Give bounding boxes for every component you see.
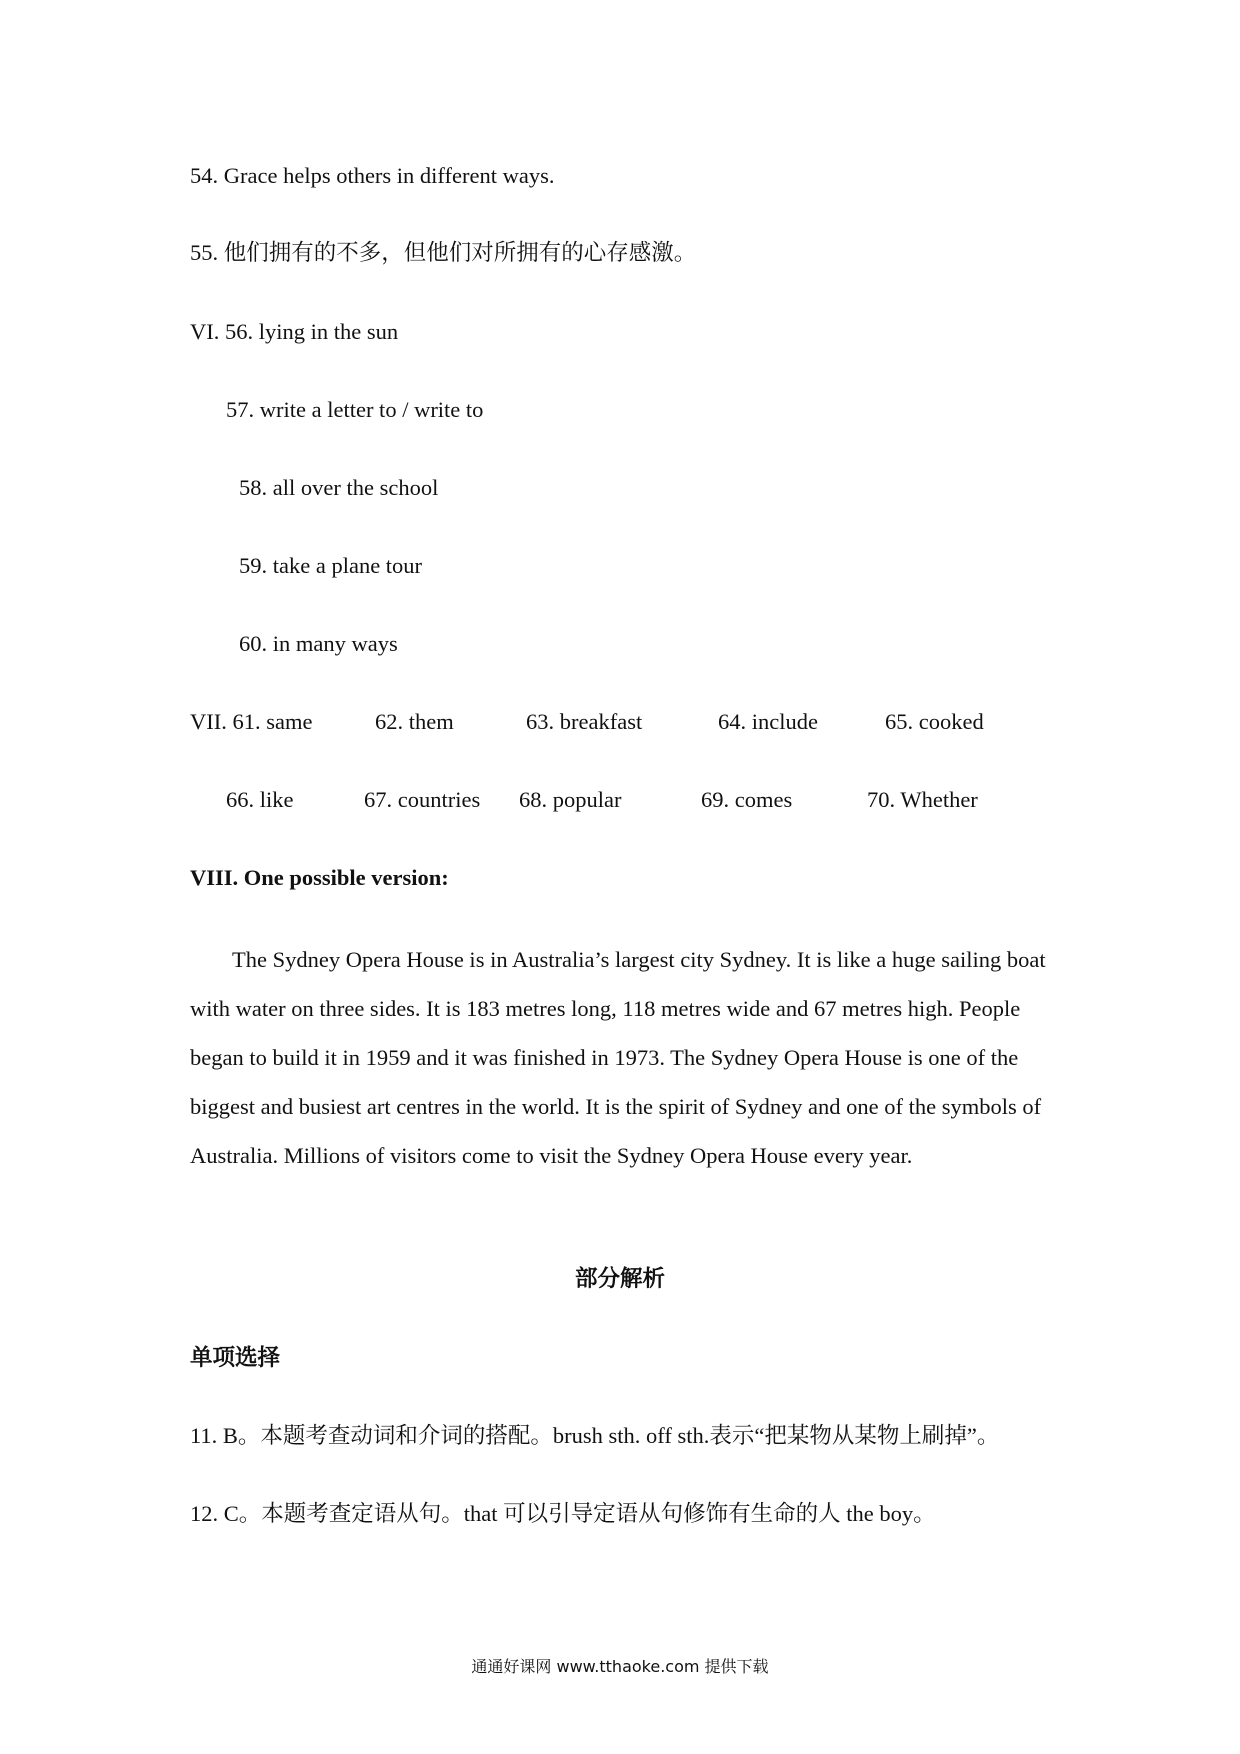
answer-55: 55. 他们拥有的不多，但他们对所拥有的心存感激。 xyxy=(190,240,697,265)
section-viii-title: VIII. One possible version: xyxy=(190,865,449,890)
analysis-q11: 11. B。本题考查动词和介词的搭配。brush sth. off sth.表示“把某物从某物上刷掉”。 xyxy=(190,1423,1000,1448)
answer-62: 62. them xyxy=(375,709,454,734)
answer-65: 65. cooked xyxy=(885,709,984,734)
analysis-q12: 12. C。本题考查定语从句。that 可以引导定语从句修饰有生命的人 the boy。 xyxy=(190,1501,936,1526)
answer-57: 57. write a letter to / write to xyxy=(226,397,484,422)
answer-58: 58. all over the school xyxy=(239,475,439,500)
analysis-subtitle: 单项选择 xyxy=(190,1345,281,1370)
answer-63: 63. breakfast xyxy=(526,709,643,734)
answer-60: 60. in many ways xyxy=(239,631,398,656)
page-footer: 通通好课网 www.tthaoke.com 提供下载 xyxy=(471,1657,769,1676)
analysis-title: 部分解析 xyxy=(574,1266,665,1291)
answer-69: 69. comes xyxy=(701,787,793,812)
section-vi-answer-56: VI. 56. lying in the sun xyxy=(190,319,399,344)
essay-text: The Sydney Opera House is in Australia’s largest city Sydney. It is like a huge sailing boat with water on three sides. It is 183 metres long, 118 metres wide and 67 metres high. People began to build it in 1959 and it was finished in 1973. The Sydney Opera House is one of the biggest and busiest art centres in the world. It is the spirit of Sydney and one of the symbols of Australia. Millions of visitors come to visit the Sydney Opera House every year. xyxy=(190,947,1046,1168)
answer-61: VII. 61. same xyxy=(190,709,313,734)
answer-70: 70. Whether xyxy=(867,787,978,812)
answer-66: 66. like xyxy=(226,787,294,812)
essay-paragraph xyxy=(190,935,1070,1180)
answer-68: 68. popular xyxy=(519,787,622,812)
answer-67: 67. countries xyxy=(364,787,481,812)
answer-59: 59. take a plane tour xyxy=(239,553,423,578)
answer-64: 64. include xyxy=(718,709,818,734)
answer-54: 54. Grace helps others in different ways. xyxy=(190,163,555,188)
